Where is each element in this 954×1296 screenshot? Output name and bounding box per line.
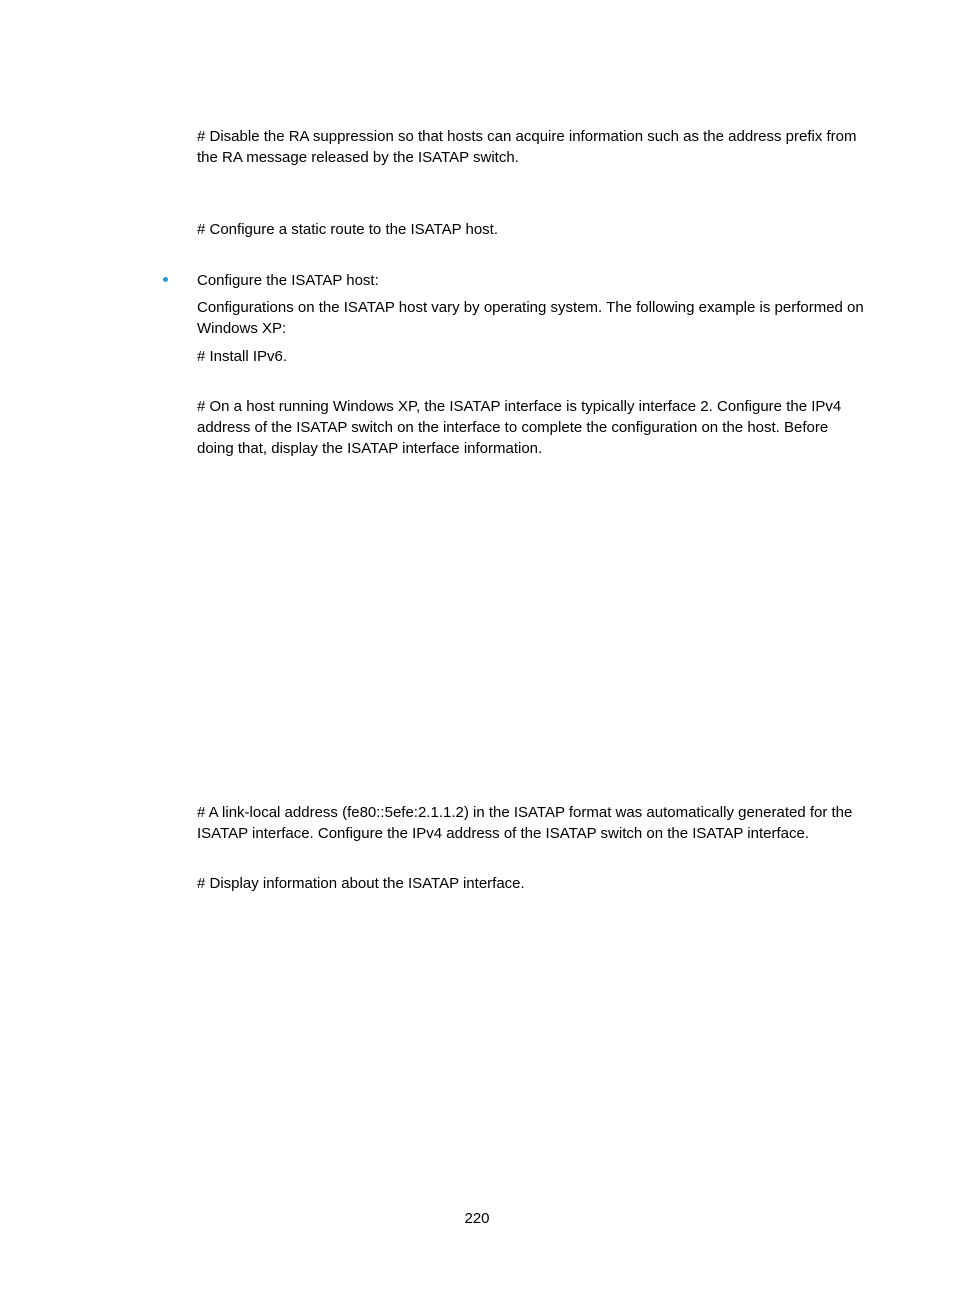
- paragraph-windows-xp-interface: # On a host running Windows XP, the ISATAP interface is typically interface 2. Configure the IPv4 address of the ISATAP switch on the interface to complete the configuration on the host. Before doing that, display the ISATAP interface information.: [197, 398, 842, 457]
- paragraph-configure-static-route: # Configure a static route to the ISATAP host.: [197, 221, 498, 238]
- paragraph-link-local-address: # A link-local address (fe80::5efe:2.1.1.2) in the ISATAP format was automatically generated for the ISATAP interface. Configure the IPv4 address of the ISATAP switch on the ISATAP interface.: [197, 804, 853, 842]
- paragraph-configurations-vary: Configurations on the ISATAP host vary by operating system. The following example is performed on Windows XP:: [197, 299, 864, 337]
- bullet-item-configure-isatap-host: Configure the ISATAP host:: [197, 272, 379, 289]
- page-number: 220: [464, 1210, 490, 1227]
- paragraph-display-isatap-info: # Display information about the ISATAP interface.: [197, 875, 525, 892]
- bullet-dot-icon: [163, 277, 168, 282]
- paragraph-disable-ra-suppression: # Disable the RA suppression so that hosts can acquire information such as the address prefix from the RA message released by the ISATAP switch.: [197, 128, 857, 166]
- paragraph-install-ipv6: # Install IPv6.: [197, 348, 288, 365]
